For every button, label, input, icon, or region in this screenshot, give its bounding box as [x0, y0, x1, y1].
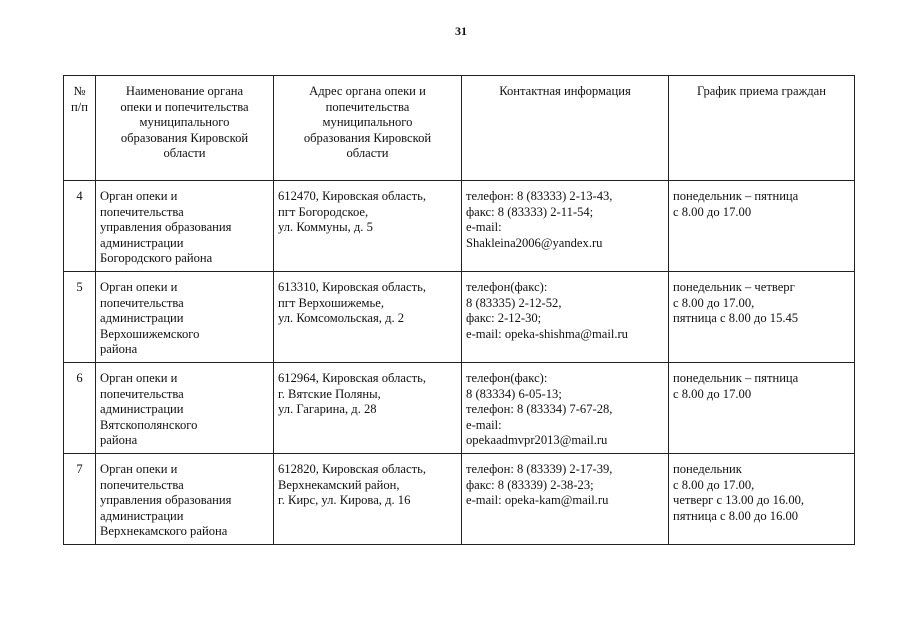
cell-line: пятница с 8.00 до 16.00	[673, 508, 799, 523]
cell-line: администрации	[100, 508, 184, 523]
cell-name	[96, 453, 274, 544]
header-schedule-line: График приема граждан	[696, 84, 827, 98]
cell-num: 7	[64, 453, 96, 544]
cell-line: ул. Комсомольская, д. 2	[278, 311, 405, 326]
cell-contacts	[462, 181, 669, 272]
header-address-line: образования Кировской	[303, 130, 432, 145]
cell-line: e-mail:	[466, 417, 502, 432]
header-address-line: муниципального	[322, 115, 413, 130]
cell-line: ул. Коммуны, д. 5	[278, 220, 373, 235]
cell-line: попечительства	[100, 386, 184, 401]
header-address	[274, 76, 462, 181]
header-num	[64, 76, 96, 181]
header-name-line: опеки и попечительства	[120, 99, 249, 114]
cell-line: Верхнекамского района	[100, 524, 228, 539]
cell-line: Верхошижемского	[100, 326, 200, 341]
cell-line: г. Кирс, ул. Кирова, д. 16	[278, 493, 411, 508]
cell-schedule	[669, 181, 855, 272]
cell-line: 8 (83334) 6-05-13;	[466, 386, 562, 401]
header-num-line: п/п	[71, 99, 88, 114]
cell-address	[274, 271, 462, 362]
table-row	[64, 271, 855, 362]
cell-num: 4	[64, 181, 96, 272]
header-num-line: №	[73, 84, 86, 98]
header-name-line: области	[163, 146, 206, 161]
cell-name	[96, 271, 274, 362]
cell-line: с 8.00 до 17.00	[673, 204, 752, 219]
cell-line: Орган опеки и	[100, 370, 178, 385]
table-row	[64, 453, 855, 544]
cell-line: Богородского района	[100, 251, 213, 266]
cell-num: 5	[64, 271, 96, 362]
page-number: 31	[455, 24, 467, 38]
cell-line: 612470, Кировская область,	[278, 189, 426, 203]
cell-line: Орган опеки и	[100, 279, 178, 294]
cell-line: с 8.00 до 17.00,	[673, 295, 755, 310]
email-text: opekaadmvpr2013@mail.ru	[466, 433, 608, 448]
header-name-line: образования Кировской	[120, 130, 249, 145]
cell-contacts	[462, 453, 669, 544]
cell-line: г. Вятские Поляны,	[278, 386, 381, 401]
cell-line: телефон(факс):	[466, 370, 548, 385]
cell-line: управления образования	[100, 493, 232, 508]
cell-line: телефон: 8 (83333) 2-13-43,	[466, 189, 613, 203]
cell-line: телефон(факс):	[466, 279, 548, 294]
cell-address	[274, 181, 462, 272]
cell-line: факс: 8 (83333) 2-11-54;	[466, 204, 594, 219]
cell-line: 612820, Кировская область,	[278, 461, 426, 476]
cell-schedule	[669, 271, 855, 362]
cell-line: e-mail:	[466, 220, 502, 235]
header-contacts	[462, 76, 669, 181]
cell-schedule	[669, 362, 855, 453]
cell-line: с 8.00 до 17.00,	[673, 477, 755, 492]
cell-line: попечительства	[100, 204, 184, 219]
header-address-line: области	[346, 146, 389, 161]
cell-line: понедельник	[673, 461, 742, 476]
email-text: e-mail: opeka-kam@mail.ru	[466, 493, 609, 508]
cell-contacts	[462, 362, 669, 453]
cell-line: администрации	[100, 402, 184, 417]
cell-line: понедельник – пятница	[673, 189, 799, 203]
header-name-line: муниципального	[139, 115, 230, 130]
table-row	[64, 181, 855, 272]
cell-line: района	[100, 433, 138, 448]
cell-line: Орган опеки и	[100, 189, 178, 203]
cell-name	[96, 181, 274, 272]
cell-line: ул. Гагарина, д. 28	[278, 402, 377, 417]
cell-line: администрации	[100, 311, 184, 326]
cell-line: пгт Богородское,	[278, 204, 369, 219]
cell-schedule	[669, 453, 855, 544]
cell-line: Верхнекамский район,	[278, 477, 400, 492]
cell-line: 613310, Кировская область,	[278, 279, 426, 294]
cell-line: факс: 8 (83339) 2-38-23;	[466, 477, 594, 492]
cell-line: телефон: 8 (83339) 2-17-39,	[466, 461, 613, 476]
cell-line: Орган опеки и	[100, 461, 178, 476]
cell-name	[96, 362, 274, 453]
cell-contacts	[462, 271, 669, 362]
header-contacts-line: Контактная информация	[499, 84, 631, 98]
table-row	[64, 362, 855, 453]
cell-address	[274, 362, 462, 453]
header-schedule	[669, 76, 855, 181]
cell-line: попечительства	[100, 477, 184, 492]
cell-address	[274, 453, 462, 544]
cell-line: пятница с 8.00 до 15.45	[673, 311, 799, 326]
cell-line: понедельник – четверг	[673, 279, 795, 294]
cell-line: 612964, Кировская область,	[278, 370, 426, 385]
cell-num: 6	[64, 362, 96, 453]
cell-line: 8 (83335) 2-12-52,	[466, 295, 562, 310]
cell-line: пгт Верхошижемье,	[278, 295, 384, 310]
header-name	[96, 76, 274, 181]
cell-line: факс: 2-12-30;	[466, 311, 542, 326]
table-header-row	[64, 76, 855, 181]
cell-line: попечительства	[100, 295, 184, 310]
cell-line: с 8.00 до 17.00	[673, 386, 752, 401]
cell-line: управления образования	[100, 220, 232, 235]
cell-line: понедельник – пятница	[673, 370, 799, 385]
cell-line: администрации	[100, 235, 184, 250]
cell-line: телефон: 8 (83334) 7-67-28,	[466, 402, 613, 417]
email-text: e-mail: opeka-shishma@mail.ru	[466, 326, 628, 341]
header-address-line: Адрес органа опеки и	[309, 84, 426, 98]
cell-line: Вятскополянского	[100, 417, 198, 432]
email-text: Shakleina2006@yandex.ru	[466, 235, 603, 250]
header-name-line: Наименование органа	[125, 84, 244, 98]
guardianship-table	[63, 75, 855, 545]
header-address-line: попечительства	[325, 99, 410, 114]
cell-line: четверг с 13.00 до 16.00,	[673, 493, 805, 508]
cell-line: района	[100, 342, 138, 357]
